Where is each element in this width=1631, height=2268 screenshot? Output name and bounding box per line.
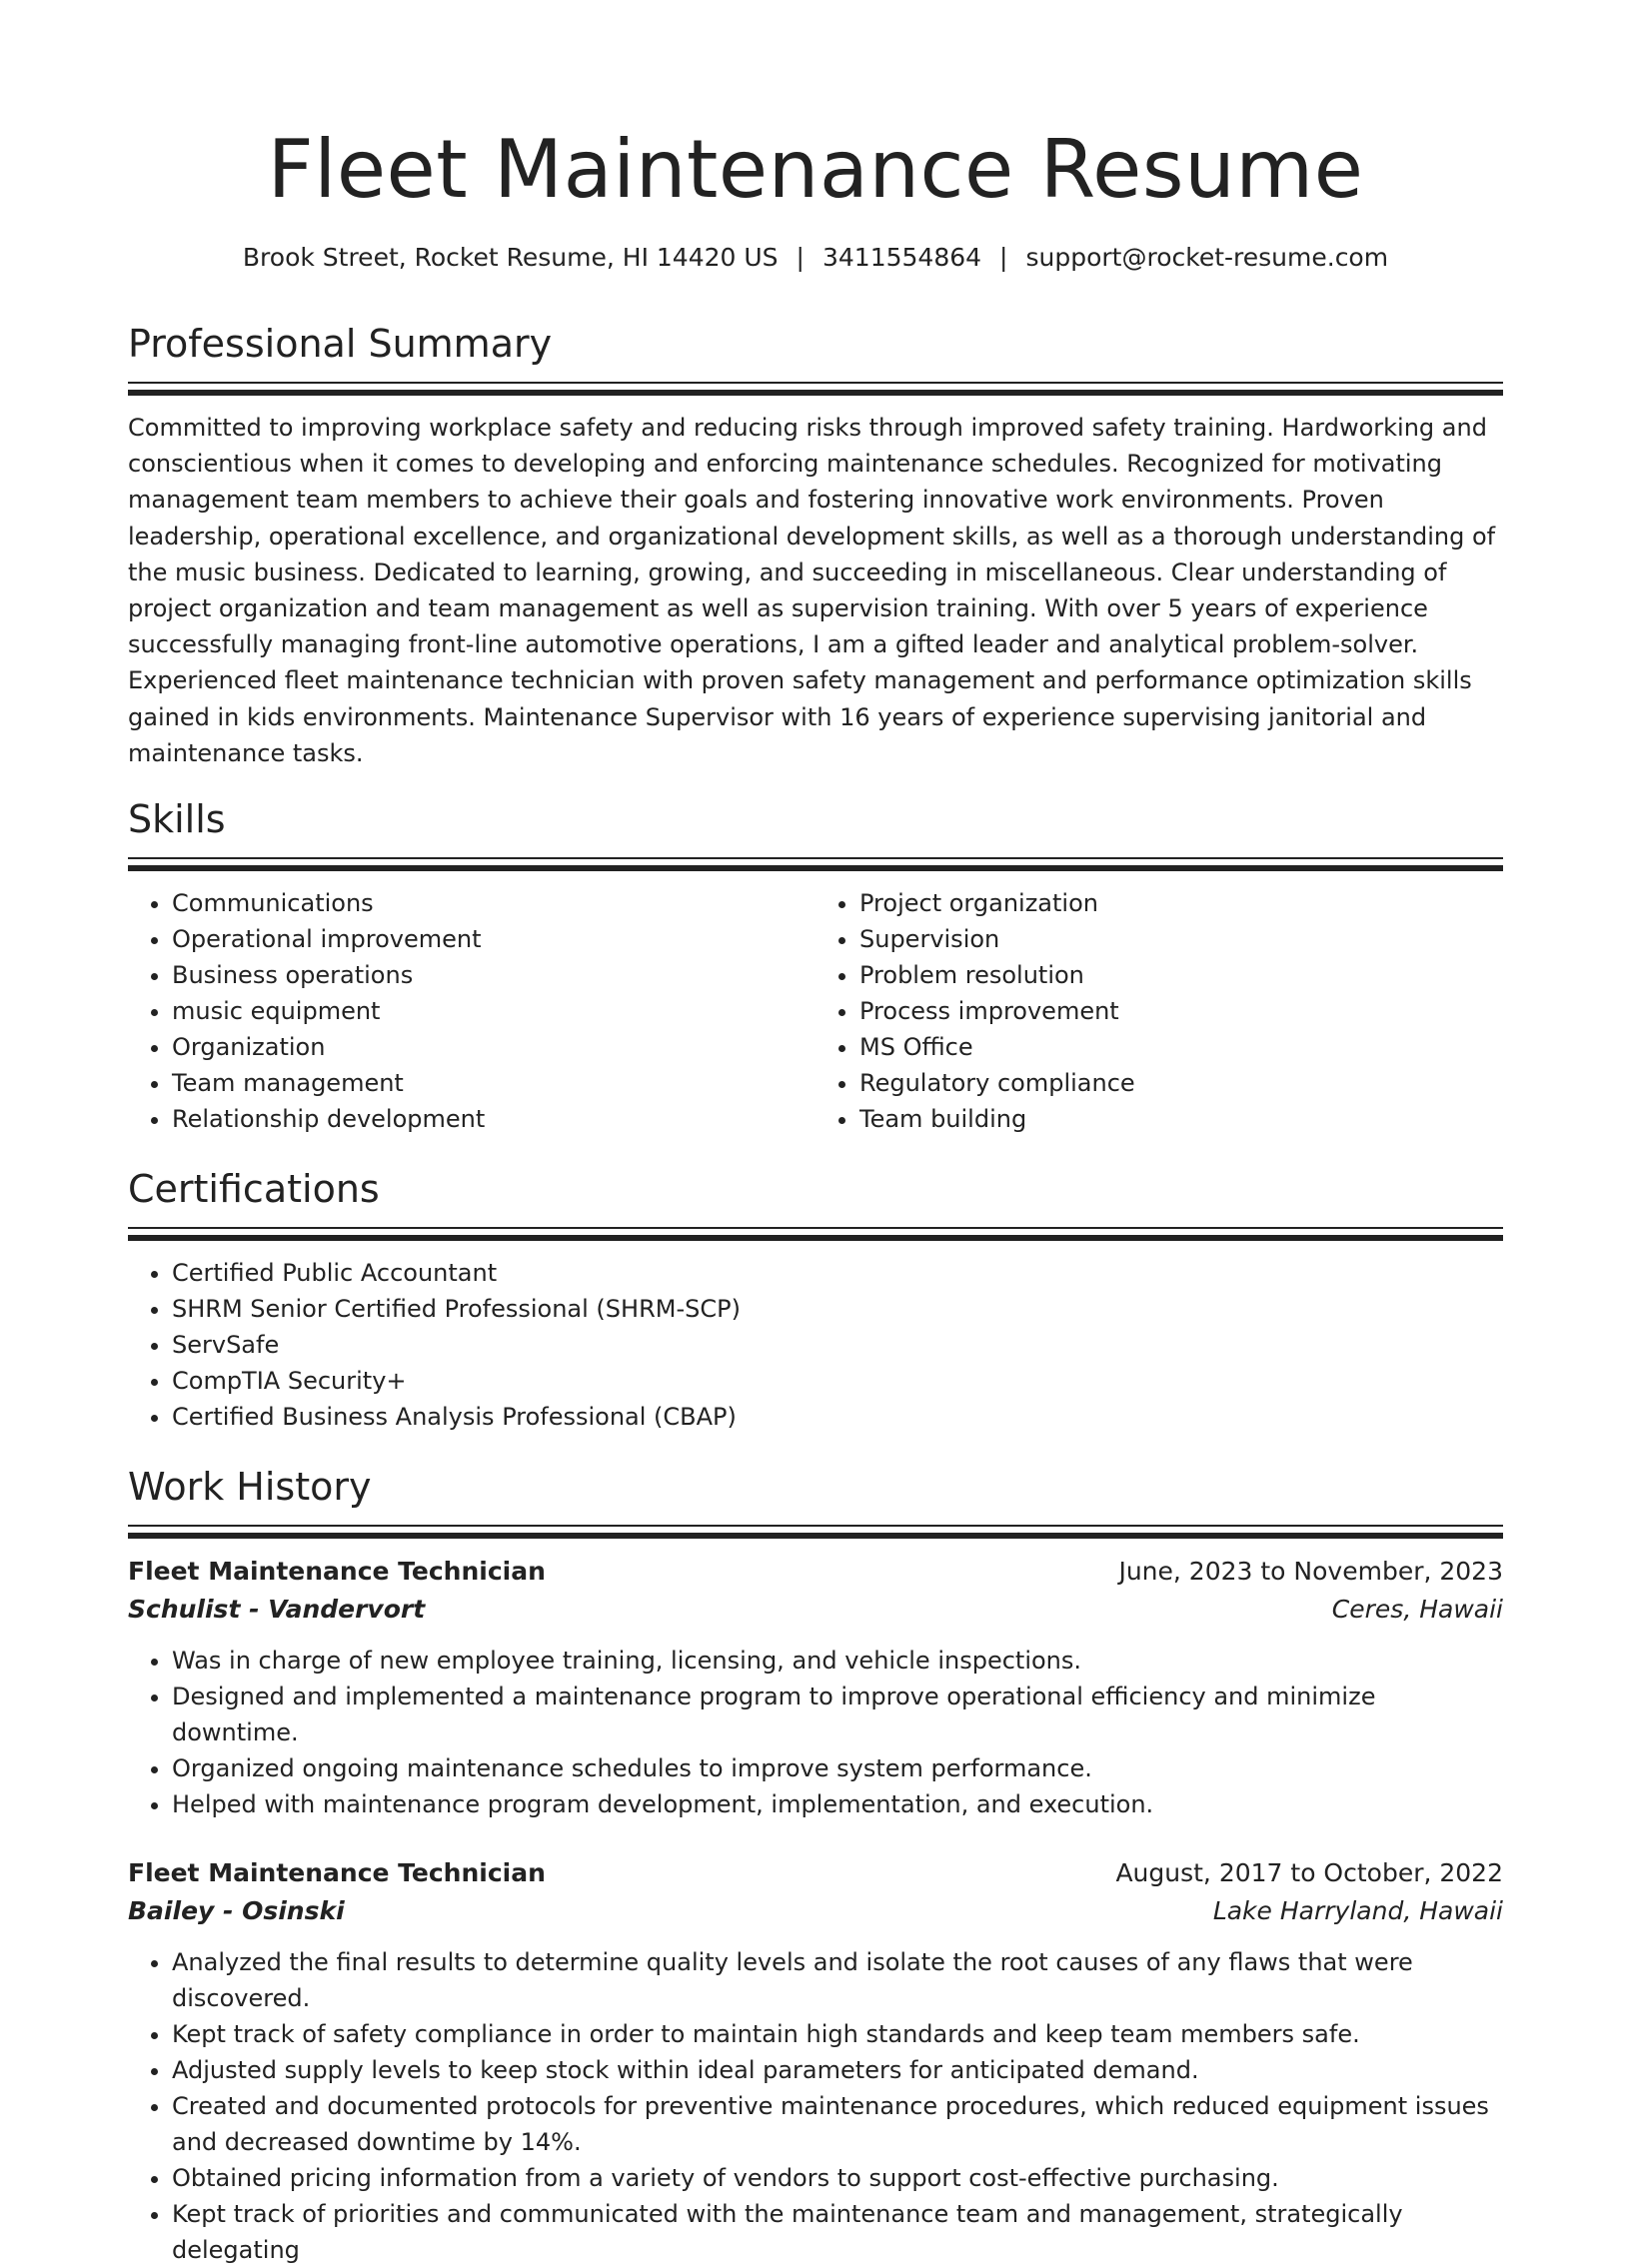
- section-title-work-history: Work History: [128, 1465, 372, 1510]
- contact-email: support@rocket-resume.com: [1025, 243, 1389, 272]
- skill-item: • Project organization: [859, 885, 1503, 921]
- skill-item: • Regulatory compliance: [859, 1065, 1503, 1101]
- section-divider: [128, 1525, 1503, 1539]
- contact-line: [128, 240, 1503, 276]
- job-bullet: • Obtained pricing information from a variety of vendors to support cost-effective purchasing.: [172, 2160, 1503, 2196]
- job-bullet: • Created and documented protocols for preventive maintenance procedures, which reduced equipment issues and decreased downtime by 14%.: [172, 2088, 1503, 2160]
- certification-item: • CompTIA Security+: [172, 1363, 1503, 1399]
- section-divider: [128, 1227, 1503, 1241]
- resume-name: Fleet Maintenance Resume: [267, 123, 1364, 216]
- section-divider: [128, 382, 1503, 396]
- job-bullets: [128, 1944, 1503, 2268]
- skill-item: • music equipment: [172, 993, 816, 1029]
- job-company: Bailey - Osinski: [128, 1896, 345, 1926]
- summary-section: [128, 318, 1503, 771]
- contact-address: Brook Street, Rocket Resume, HI 14420 US: [242, 243, 779, 272]
- skill-item: • Team management: [172, 1065, 816, 1101]
- contact-separator: |: [999, 243, 1008, 272]
- job-bullet: • Designed and implemented a maintenance program to improve operational efficiency and minimize downtime.: [172, 1679, 1503, 1750]
- certification-item: • Certified Public Accountant: [172, 1255, 1503, 1291]
- summary-text: Committed to improving workplace safety and reducing risks through improved safety training. Hardworking and conscientious when it comes to developing and enforcing maintenance schedules. Recognized for motivating management team members to achieve their goals and fostering innovative work environments. Proven leadership, operational excellence, and organizational development skills, as well as a thorough understanding of the music business. Dedicated to learning, growing, and succeeding in miscellaneous. Clear understanding of project organization and team management as well as supervision training. With over 5 years of experience successfully managing front-line automotive operations, I am a gifted leader and analytical problem-solver. Experienced fleet maintenance technician with proven safety management and performance optimization skills gained in kids environments. Maintenance Supervisor with 16 years of experience supervising janitorial and maintenance tasks.: [128, 414, 1496, 767]
- skill-item: • Problem resolution: [859, 957, 1503, 993]
- job-title: Fleet Maintenance Technician: [128, 1858, 546, 1888]
- skill-item: • Supervision: [859, 921, 1503, 957]
- skill-item: • Operational improvement: [172, 921, 816, 957]
- section-title-certifications: Certifications: [128, 1167, 380, 1212]
- job-dates: June, 2023 to November, 2023: [1118, 1557, 1503, 1587]
- skill-item: • Organization: [172, 1029, 816, 1065]
- section-title-skills: Skills: [128, 797, 226, 842]
- skill-item: • Team building: [859, 1101, 1503, 1137]
- skills-section: [128, 793, 1503, 1137]
- job-header: [128, 1553, 1503, 1591]
- job-header: [128, 1854, 1503, 1892]
- job-location: Lake Harryland, Hawaii: [1212, 1896, 1503, 1926]
- skill-item: • Process improvement: [859, 993, 1503, 1029]
- certification-item: • Certified Business Analysis Professional (CBAP): [172, 1399, 1503, 1435]
- job-bullet: • Analyzed the final results to determine quality levels and isolate the root causes of any flaws that were discovered.: [172, 1944, 1503, 2016]
- job-subheader: [128, 1591, 1503, 1629]
- job-subheader: [128, 1892, 1503, 1930]
- skills-list-right: [816, 885, 1503, 1137]
- skills-list-left: [128, 885, 816, 1137]
- certifications-section: [128, 1163, 1503, 1435]
- certification-item: • SHRM Senior Certified Professional (SHRM-SCP): [172, 1291, 1503, 1327]
- job-bullets: [128, 1643, 1503, 1822]
- contact-separator: |: [796, 243, 805, 272]
- job-bullet: • Organized ongoing maintenance schedules to improve system performance.: [172, 1750, 1503, 1786]
- skill-item: • Communications: [172, 885, 816, 921]
- job-bullet: • Was in charge of new employee training, licensing, and vehicle inspections.: [172, 1643, 1503, 1679]
- job-bullet: • Kept track of safety compliance in order to maintain high standards and keep team members safe.: [172, 2016, 1503, 2052]
- job-bullet: • Helped with maintenance program development, implementation, and execution.: [172, 1786, 1503, 1822]
- skill-item: • Relationship development: [172, 1101, 816, 1137]
- certifications-list: [128, 1255, 1503, 1435]
- job-entry: [128, 1553, 1503, 1822]
- job-dates: August, 2017 to October, 2022: [1115, 1858, 1503, 1888]
- contact-phone: 3411554864: [821, 243, 982, 272]
- job-entry: [128, 1854, 1503, 2268]
- skill-item: • Business operations: [172, 957, 816, 993]
- job-bullet: • Adjusted supply levels to keep stock within ideal parameters for anticipated demand.: [172, 2052, 1503, 2088]
- section-divider: [128, 857, 1503, 871]
- skills-columns: [128, 885, 1503, 1137]
- skill-item: • MS Office: [859, 1029, 1503, 1065]
- section-title-summary: Professional Summary: [128, 322, 553, 366]
- work-history-section: [128, 1461, 1503, 2268]
- certification-item: • ServSafe: [172, 1327, 1503, 1363]
- job-location: Ceres, Hawaii: [1331, 1595, 1503, 1625]
- job-bullet: • Kept track of priorities and communicated with the maintenance team and management, strategically delegating: [172, 2196, 1503, 2268]
- job-title: Fleet Maintenance Technician: [128, 1557, 546, 1587]
- job-company: Schulist - Vandervort: [128, 1595, 426, 1625]
